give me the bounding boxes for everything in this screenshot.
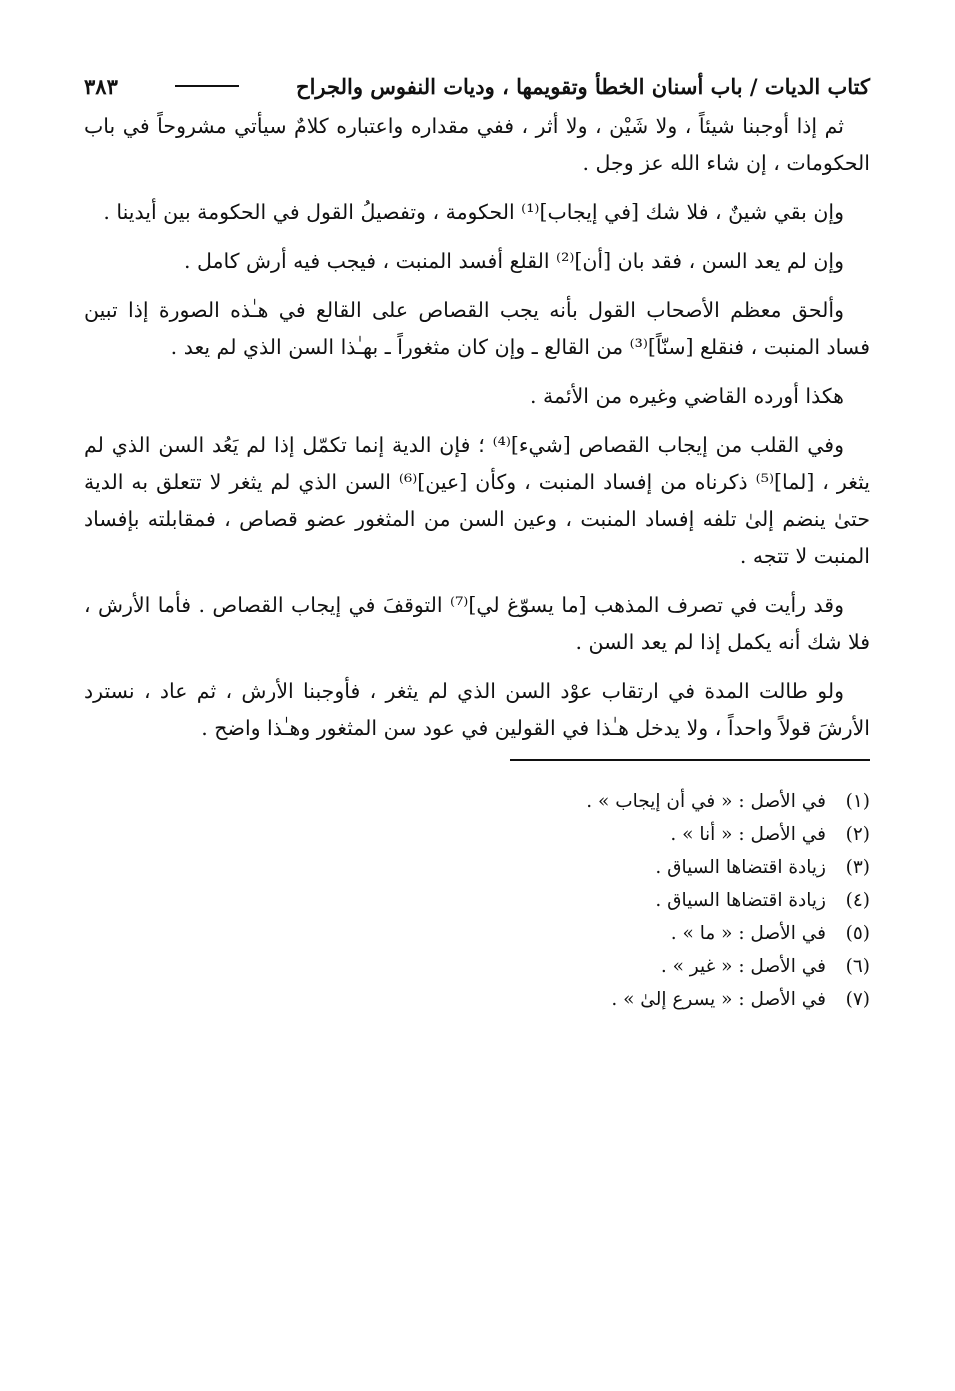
- book-page: [84, 64, 870, 1016]
- paragraph: وفي القلب من إيجاب القصاص [شيء]⁽⁴⁾ ؛ فإن الدية إنما تكمّل إذا لم يَعُد السن الذي لم يثغر ، [لما]⁽⁵⁾ ذكرناه من إفساد المنبت ، وكأن [عين]⁽⁶⁾ السن الذي لم يثغر لا تتعلق به الدية حتىٰ ينضم إلىٰ تلفه إفساد المنبت ، وعين السن من المثغور عضو قصاص ، فمقابلته بإفساد المنبت لا تتجه .: [84, 433, 870, 568]
- paragraph: وألحق معظم الأصحاب القول بأنه يجب القصاص على القالع في هـٰذه الصورة إذا تبين فساد المنبت ، فنقلع [سنّاً]⁽³⁾ من القالع ـ وإن كان مثغوراً ـ بهـٰذا السن الذي لم يعد .: [84, 298, 870, 359]
- footnote-number: (١): [845, 791, 870, 812]
- footnote-number: (٢): [845, 824, 870, 845]
- paragraph: وقد رأيت في تصرف المذهب [ما يسوّغ لي]⁽⁷⁾ التوقفَ في إيجاب القصاص . فأما الأرش ، فلا شك أنه يكمل إذا لم يعد السن .: [84, 593, 870, 654]
- footnote-number: (٥): [845, 923, 870, 944]
- paragraph: ولو طالت المدة في ارتقاب عوْد السن الذي لم يثغر ، فأوجبنا الأرش ، ثم عاد ، نسترد الأرشَ قولاً واحداً ، ولا يدخل هـٰذا في القولين في عود سن المثغور وهـٰذا واضح .: [84, 679, 870, 740]
- footnote-text: في الأصل : « ما » .: [670, 923, 826, 944]
- footnote: [84, 917, 870, 950]
- footnote-separator: [510, 759, 870, 761]
- footnote-number: (٣): [845, 857, 870, 878]
- footnote-text: في الأصل : « غير » .: [660, 956, 826, 977]
- footnote: [84, 884, 870, 917]
- footnote-number: (٧): [845, 989, 870, 1010]
- footnote: [84, 983, 870, 1016]
- paragraph: وإن لم يعد السن ، فقد بان [أن]⁽²⁾ القلع أفسد المنبت ، فيجب فيه أرش كامل .: [183, 249, 844, 273]
- footnote-text: زيادة اقتضاها السياق .: [655, 857, 826, 878]
- footnote-text: في الأصل : « أنا » .: [670, 824, 826, 845]
- main-text: [84, 108, 870, 747]
- header-rule: [175, 85, 239, 87]
- paragraph: هكذا أورده القاضي وغيره من الأئمة .: [530, 384, 844, 408]
- footnote-number: (٤): [845, 890, 870, 911]
- paragraph: وإن بقي شينٌ ، فلا شك [في إيجاب]⁽¹⁾ الحكومة ، وتفصيلُ القول في الحكومة بين أيدينا .: [103, 200, 844, 224]
- paragraph: ثم إذا أوجبنا شيئاً ، ولا شَيْن ، ولا أثر ، ففي مقداره واعتباره كلامٌ سيأتي مشروحاً في باب الحكومات ، إن شاء الله عز وجل .: [84, 114, 870, 175]
- footnote: [84, 818, 870, 851]
- footnotes: [84, 785, 870, 1016]
- footnote-text: في الأصل : « يسرع إلىٰ » .: [611, 989, 826, 1010]
- page-number: ٣٨٣: [84, 73, 118, 99]
- footnote: [84, 950, 870, 983]
- running-header: [84, 64, 870, 108]
- header-title: كتاب الديات / باب أسنان الخطأ وتقويمها ، وديات النفوس والجراح: [296, 73, 870, 99]
- footnote: [84, 851, 870, 884]
- footnote-number: (٦): [845, 956, 870, 977]
- footnote: [84, 785, 870, 818]
- footnote-text: زيادة اقتضاها السياق .: [655, 890, 826, 911]
- footnote-text: في الأصل : « في أن إيجاب » .: [586, 791, 826, 812]
